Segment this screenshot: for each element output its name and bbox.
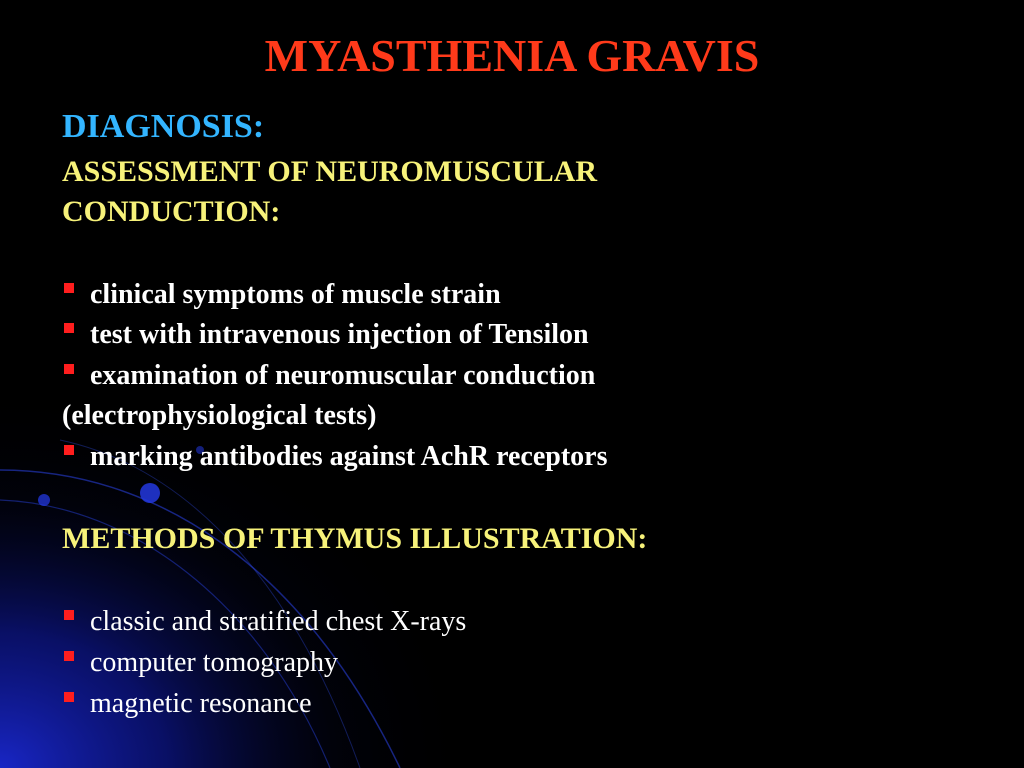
list-item-text: test with intravenous injection of Tensilon xyxy=(90,319,589,350)
methods-heading: METHODS OF THYMUS ILLUSTRATION: xyxy=(62,522,648,555)
list-item-text: magnetic resonance xyxy=(90,688,312,719)
list-item xyxy=(64,603,466,641)
square-bullet-icon xyxy=(64,610,74,620)
list-item-text: classic and stratified chest X-rays xyxy=(90,606,467,637)
list-item-continuation: (electrophysiological tests) xyxy=(62,400,377,431)
list-item xyxy=(64,316,589,354)
list-item-text: computer tomography xyxy=(90,647,339,678)
diagnosis-heading: DIAGNOSIS: xyxy=(62,108,265,145)
slide-title: MYASTHENIA GRAVIS xyxy=(264,30,760,81)
list-item xyxy=(64,357,595,395)
square-bullet-icon xyxy=(64,364,74,374)
square-bullet-icon xyxy=(64,651,74,661)
list-item-text: clinical symptoms of muscle strain xyxy=(90,279,501,310)
square-bullet-icon xyxy=(64,692,74,702)
square-bullet-icon xyxy=(64,283,74,293)
list-item xyxy=(64,685,312,723)
square-bullet-icon xyxy=(64,323,74,333)
list-item xyxy=(64,438,608,476)
list-item xyxy=(64,644,338,682)
list-item-text: examination of neuromuscular conduction xyxy=(90,360,596,391)
list-item-text: marking antibodies against AchR receptors xyxy=(90,441,608,472)
assessment-heading-line1: ASSESSMENT OF NEUROMUSCULAR xyxy=(62,155,598,188)
list-item xyxy=(64,276,501,314)
assessment-heading-line2: CONDUCTION: xyxy=(62,195,281,228)
square-bullet-icon xyxy=(64,445,74,455)
